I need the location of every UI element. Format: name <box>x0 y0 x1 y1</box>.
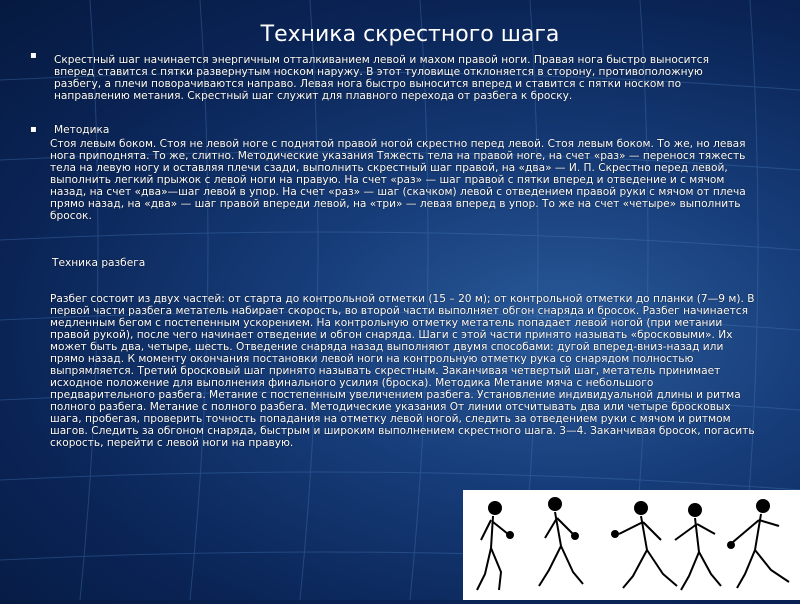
slide-title: Техника скрестного шага <box>260 22 560 47</box>
running-athlete-icon <box>463 490 800 600</box>
paragraph-skrestny-shag: Скрестный шаг начинается энергичным отталкиванием левой и махом правой ноги. Правая нога быстро выносится вперед ставится с пятки развернутым носком наружу. В этот туловище отклоняется в сторону, противоположную разбегу, а плечи поворачиваются направо. Левая нога быстро выносится вперед и ставится с пятки носком по направлению метания. Скрестный шаг служит для плавного перехода от разбега к броску. <box>54 54 709 102</box>
bullet-marker: ▪ <box>30 124 37 135</box>
paragraph-metodika: Стоя левым боком. Стоя не левой ноге с поднятой правой ногой скрестно перед левой. Стоя левым боком. То же, но левая нога приподнята. То же, слитно. Методические указания Тяжесть тела на правой ноге, на счет «раз» — перенося тяжесть тела на левую ногу и оставляя плечи сзади, выполнить скрестный шаг правой, на «два» — И. П. Скрестно перед левой, выполнить легкий прыжок с левой ноги на правую. На счет «раз» — шаг правой с пятки вперед и отведение и с мячом назад, на счет «два»—шаг левой в упор. На счет «раз» — шаг (скачком) левой с отведением правой руки с мячом от плеча прямо назад, на «два» — шаг правой впереди левой, на «три» — левая вперед в упор. То же на счет «четыре» выполнить бросок. <box>50 138 746 222</box>
label-metodika: Методика <box>54 124 110 136</box>
bullet-marker: ▪ <box>30 50 37 61</box>
paragraph-razbeg: Разбег состоит из двух частей: от старта до контрольной отметки (15 – 20 м); от контрольной отметки до планки (7—9 м). В первой части разбега метатель набирает скорость, во второй части выполняет обгон снаряда и бросок. Разбег начинается медленным бегом с постепенным ускорением. На контрольную отметку метатель попадает левой ногой (при метании правой рукой), после чего начинает отведение и обгон снаряда. Шаги с этой части принято называть «бросковыми». Их может быть два, четыре, шесть. Отведение снаряда назад выполняют двумя способами: дугой вперед-вниз-назад или прямо назад. К моменту окончания постановки левой ноги на контрольную отметку рука со снарядом полностью выпрямляется. Третий бросковый шаг принято называть скрестным. Заканчивая четвертый шаг, метатель принимает исходное положение для выполнения финального усилия (броска). Методика Метание мяча с небольшого предварительного разбега. Метание с постепенным увеличением разбега. Установление индивидуальной длины и ритма полного разбега. Метание с полного разбега. Методические указания От линии отсчитывать два или четыре бросковых шага, пробегая, проверить точность попадания на отметку левой ногой, следить за отведением руки с мячом и ритмом шагов. Следить за обгоном снаряда, быстрым и широким выполнением скрестного шага. 3—4. Заканчивая бросок, погасить скорость, перейти с левой ноги на правую. <box>50 293 755 449</box>
label-tekhnika-razbega: Техника разбега <box>52 257 146 269</box>
athlete-illustration <box>463 490 800 600</box>
